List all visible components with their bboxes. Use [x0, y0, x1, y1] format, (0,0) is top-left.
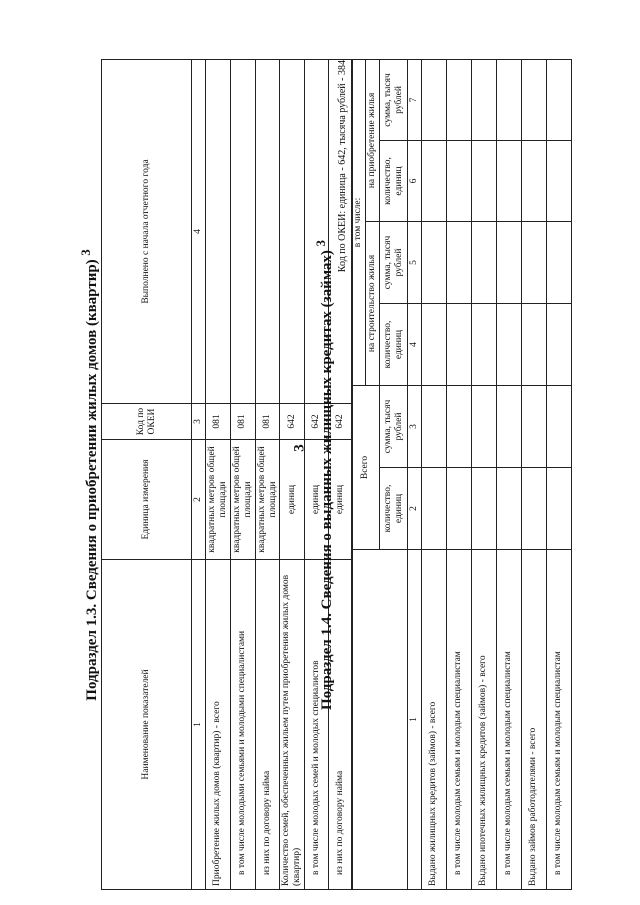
table-row [280, 60, 305, 890]
table-header-row [102, 60, 192, 890]
value-cell[interactable] [546, 303, 571, 385]
value-cell[interactable] [496, 468, 521, 550]
value-cell[interactable] [521, 59, 546, 140]
value-cell[interactable] [546, 468, 571, 550]
value-cell[interactable] [421, 385, 446, 467]
table-row [421, 59, 446, 889]
column-number-row [408, 59, 422, 889]
unit-cell: квадратных метров общей площади [255, 440, 280, 560]
header-sum: сумма, тысяч рублей [380, 59, 408, 140]
value-cell[interactable] [471, 221, 496, 303]
indicator-name: Приобретение жилых домов (квартир) - всего [205, 560, 230, 890]
value-cell[interactable] [496, 385, 521, 467]
value-cell[interactable] [230, 60, 255, 404]
value-cell[interactable] [471, 59, 496, 140]
column-number: 3 [192, 404, 206, 440]
indicator-name: из них по договору найма [255, 560, 280, 890]
unit-cell: квадратных метров общей площади [205, 440, 230, 560]
table-row [230, 60, 255, 890]
value-cell[interactable] [546, 140, 571, 221]
table-row [446, 59, 471, 889]
table-row [521, 59, 546, 889]
header-count: количество, единиц [380, 468, 408, 550]
indicator-name: в том числе молодым семьям и молодым специалистам [546, 550, 571, 890]
column-number: 6 [408, 140, 422, 221]
value-cell[interactable] [471, 140, 496, 221]
housing-loans-table [351, 59, 572, 890]
column-number: 4 [408, 303, 422, 385]
indicator-name: в том числе молодых семей и молодых специалистов [305, 560, 329, 890]
value-cell[interactable] [421, 59, 446, 140]
header-done-since-start: Выполнено с начала отчетного года [102, 60, 192, 404]
value-cell[interactable] [421, 468, 446, 550]
value-cell[interactable] [496, 221, 521, 303]
table-row [471, 59, 496, 889]
okei-code-cell: 081 [255, 404, 280, 440]
value-cell[interactable] [421, 303, 446, 385]
header-including: в том числе: [352, 59, 366, 385]
value-cell[interactable] [446, 385, 471, 467]
value-cell[interactable] [546, 59, 571, 140]
column-number: 4 [192, 60, 206, 404]
value-cell[interactable] [446, 303, 471, 385]
indicator-name: Выдано жилищных кредитов (займов) - всего [421, 550, 446, 890]
okei-code-cell: 081 [230, 404, 255, 440]
indicator-name: в том числе молодым семьям и молодым специалистам [496, 550, 521, 890]
value-cell[interactable] [280, 60, 305, 404]
column-number: 2 [192, 440, 206, 560]
table-header-row [352, 59, 366, 889]
header-indicator-name: Наименование показателей [102, 560, 192, 890]
okei-code-cell: 081 [205, 404, 230, 440]
value-cell[interactable] [521, 140, 546, 221]
header-construction: на строительство жилья [366, 221, 380, 385]
table-row [205, 60, 230, 890]
header-purchase: на приобретение жилья [366, 59, 380, 221]
header-total: Всего [352, 385, 380, 549]
okei-code-cell: 642 [329, 404, 353, 440]
indicator-name: Выдано займов работодателями - всего [521, 550, 546, 890]
column-number: 1 [192, 560, 206, 890]
column-number: 3 [408, 385, 422, 467]
header-count: количество, единиц [380, 140, 408, 221]
header-unit: Единица измерения [102, 440, 192, 560]
page-number: 3 [291, 444, 308, 452]
value-cell[interactable] [421, 221, 446, 303]
value-cell[interactable] [446, 140, 471, 221]
header-count: количество, единиц [380, 303, 408, 385]
unit-cell: квадратных метров общей площади [230, 440, 255, 560]
value-cell[interactable] [421, 140, 446, 221]
indicator-name: из них по договору найма [329, 560, 353, 890]
value-cell[interactable] [446, 59, 471, 140]
value-cell[interactable] [546, 385, 571, 467]
value-cell[interactable] [546, 221, 571, 303]
okei-code-line: Код по ОКЕИ: единица - 642, тысяча рублей - 384 [337, 60, 348, 273]
section-1-3-title: Подраздел 1.3. Сведения о приобретении жилых домов (квартир) $^3$ [79, 249, 100, 701]
value-cell[interactable] [496, 59, 521, 140]
table-row [546, 59, 571, 889]
indicator-name: в том числе молодыми семьями и молодыми специалистами [230, 560, 255, 890]
value-cell[interactable] [471, 303, 496, 385]
value-cell[interactable] [446, 221, 471, 303]
section-1-4-title: Подраздел 1.4. Сведения о выданных жилищных кредитах (займах) $^3$ [314, 240, 335, 710]
value-cell[interactable] [521, 468, 546, 550]
header-sum: сумма, тысяч рублей [380, 221, 408, 303]
header-okei-code: Код по ОКЕИ [102, 404, 192, 440]
indicator-name: в том числе молодым семьям и молодым специалистам [446, 550, 471, 890]
value-cell[interactable] [496, 303, 521, 385]
value-cell[interactable] [446, 468, 471, 550]
value-cell[interactable] [521, 221, 546, 303]
indicator-name: Выдано ипотечных жилищных кредитов (займов) - всего [471, 550, 496, 890]
value-cell[interactable] [471, 468, 496, 550]
section-1-4 [310, 60, 572, 890]
okei-code-cell: 642 [280, 404, 305, 440]
column-number: 7 [408, 59, 422, 140]
table-row [255, 60, 280, 890]
okei-code-cell: 642 [305, 404, 329, 440]
header-sum: сумма, тысяч рублей [380, 385, 408, 467]
header-indicator-cell [352, 550, 408, 890]
column-number: 5 [408, 221, 422, 303]
column-number: 2 [408, 468, 422, 550]
value-cell[interactable] [496, 140, 521, 221]
column-number-row [192, 60, 206, 890]
table-row [496, 59, 521, 889]
unit-cell: единиц [329, 440, 353, 560]
column-number: 1 [408, 550, 422, 890]
value-cell[interactable] [471, 385, 496, 467]
value-cell[interactable] [255, 60, 280, 404]
value-cell[interactable] [521, 303, 546, 385]
unit-cell: единиц [305, 440, 329, 560]
value-cell[interactable] [521, 385, 546, 467]
value-cell[interactable] [205, 60, 230, 404]
unit-cell: единиц [280, 440, 305, 560]
indicator-name: Количество семей, обеспеченных жильем путем приобретения жилых домов (квартир) [280, 560, 305, 890]
